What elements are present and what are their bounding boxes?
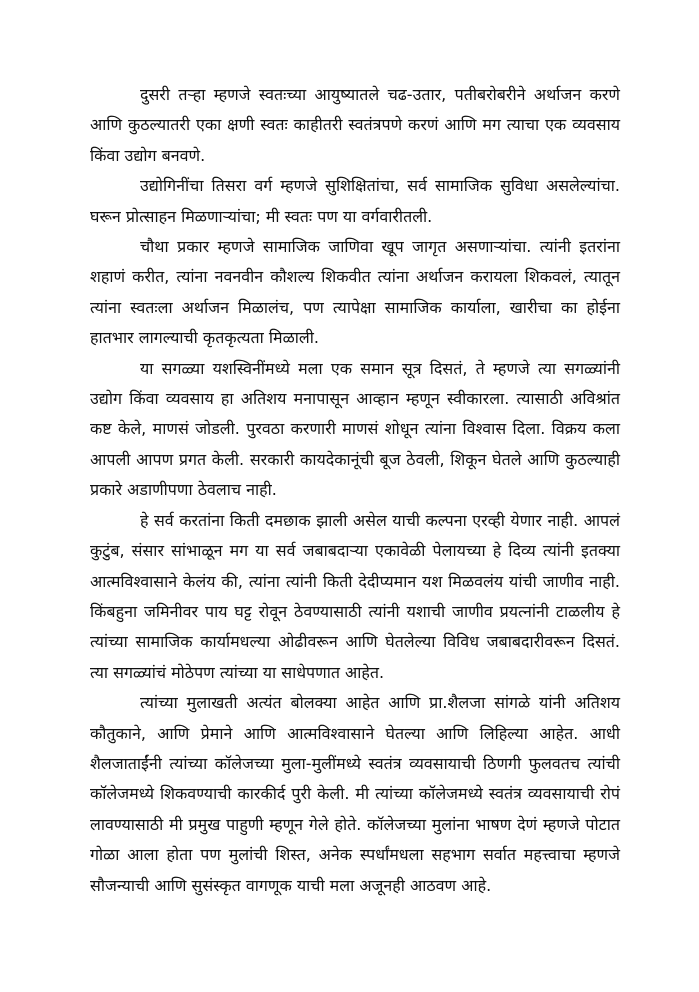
paragraph-1: दुसरी तऱ्हा म्हणजे स्वतःच्या आयुष्यातले चढ-उतार, पतीबरोबरीने अर्थाजन करणे आणि कुठल्यातरी एका क्षणी स्वतः काहीतरी स्वतंत्रपणे करणं आणि मग त्याचा एक व्यवसाय किंवा उद्योग बनवणे. xyxy=(90,85,620,165)
paragraph-3: चौथा प्रकार म्हणजे सामाजिक जाणिवा खूप जागृत असणाऱ्यांचा. त्यांनी इतरांना शहाणं करीत, त्यांना नवनवीन कौशल्य शिकवीत त्यांना अर्थाजन करायला शिकवलं, त्यातून त्यांना स्वतःला अर्थाजन मिळालंच, पण त्यापेक्षा सामाजिक कार्याला, खारीचा का होईना हातभार लागल्याची कृतकृत्यता मिळाली. xyxy=(90,237,620,348)
paragraph-6: त्यांच्या मुलाखती अत्यंत बोलक्या आहेत आणि प्रा.शैलजा सांगळे यांनी अतिशय कौतुकाने, आणि प्रेमाने आणि आत्मविश्वासाने घेतल्या आणि लिहिल्या आहेत. आधी शैलजाताईंनी त्यांच्या कॉलेजच्या मुला-मुलींमध्ये स्वतंत्र व्यवसायाची ठिणगी फुलवतच त्यांची कॉलेजमध्ये शिकवण्याची कारकीर्द पुरी केली. मी त्यांच्या कॉलेजमध्ये स्वतंत्र व्यवसायाची रोपं लावण्यासाठी मी प्रमुख पाहुणी म्हणून गेले होते. कॉलेजच्या मुलांना भाषण देणं म्हणजे पोटात गोळा आला होता पण मुलांची शिस्त, अनेक स्पर्धांमधला सहभाग सर्वात महत्त्वाचा म्हणजे सौजन्याची आणि सुसंस्कृत वागणूक याची मला अजूनही आठवण आहे. xyxy=(90,693,620,895)
paragraph-4: या सगळ्या यशस्विनींमध्ये मला एक समान सूत्र दिसतं, ते म्हणजे त्या सगळ्यांनी उद्योग किंवा व्यवसाय हा अतिशय मनापासून आव्हान म्हणून स्वीकारला. त्यासाठी अविश्रांत कष्ट केले, माणसं जोडली. पुरवठा करणारी माणसं शोधून त्यांना विश्वास दिला. विक्रय कला आपली आपण प्रगत केली. सरकारी कायदेकानूंची बूज ठेवली, शिकून घेतले आणि कुठल्याही प्रकारे अडाणीपणा ठेवलाच नाही. xyxy=(90,358,620,500)
paragraph-5: हे सर्व करतांना किती दमछाक झाली असेल याची कल्पना एरव्ही येणार नाही. आपलं कुटुंब, संसार सांभाळून मग या सर्व जबाबदाऱ्या एकावेळी पेलायच्या हे दिव्य त्यांनी इतक्या आत्मविश्वासाने केलंय की, त्यांना त्यांनी किती देदीप्यमान यश मिळवलंय यांची जाणीव नाही. किंबहुना जमिनीवर पाय घट्ट रोवून ठेवण्यासाठी त्यांनी यशाची जाणीव प्रयत्नांनी टाळलीय हे त्यांच्या सामाजिक कार्यामधल्या ओढीवरून आणि घेतलेल्या विविध जबाबदारीवरून दिसतं. त्या सगळ्यांचं मोठेपण त्यांच्या या साधेपणात आहेत. xyxy=(90,510,620,682)
document-body xyxy=(90,80,620,901)
paragraph-2: उद्योगिनींचा तिसरा वर्ग म्हणजे सुशिक्षितांचा, सर्व सामाजिक सुविधा असलेल्यांचा. घरून प्रोत्साहन मिळणाऱ्यांचा; मी स्वतः पण या वर्गवारीतली. xyxy=(90,176,620,226)
